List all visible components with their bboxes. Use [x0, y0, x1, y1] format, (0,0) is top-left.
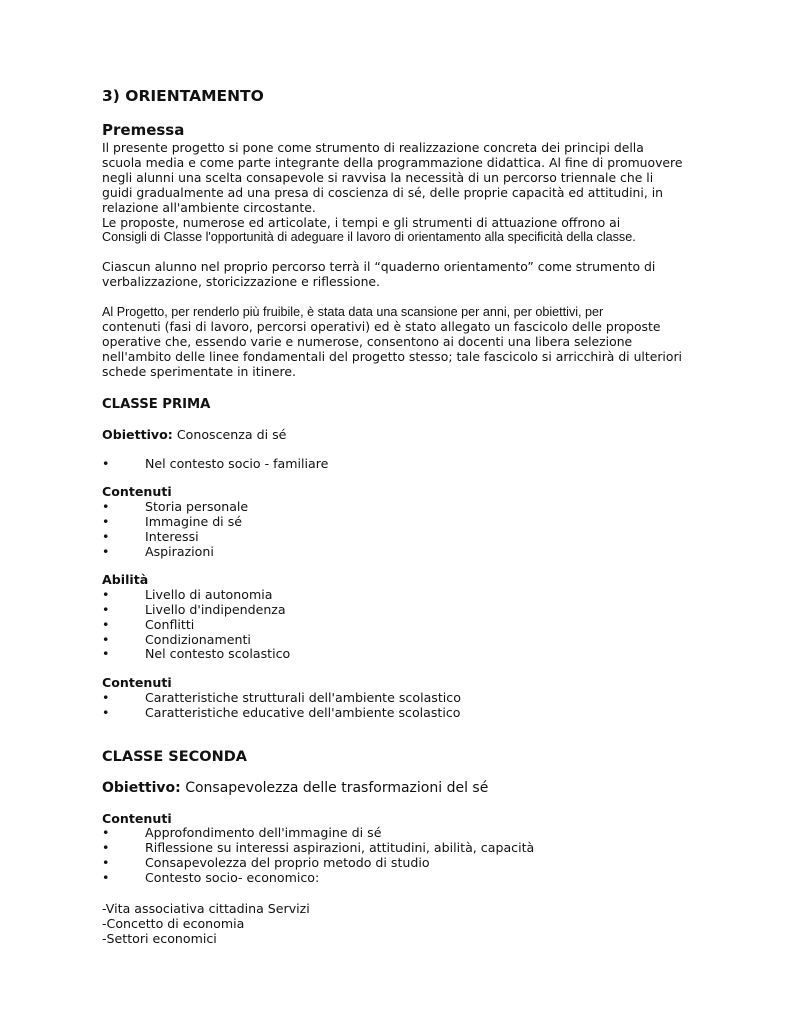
bullet-icon: •: [102, 690, 110, 706]
text-line: operative che, essendo varie e numerose, consentono ai docenti una libera selezione: [102, 333, 633, 349]
text-line: Il presente progetto si pone come strumento di realizzazione concreta dei principi della: [102, 140, 644, 155]
list-item: • Aspirazioni: [102, 543, 214, 559]
premessa-paragraph-1: [102, 141, 702, 245]
bullet-icon: •: [102, 514, 110, 530]
text-line: nell'ambito delle linee fondamentali del progetto stesso; tale fascicolo si arricchirà di ulteriori: [102, 348, 682, 364]
economia-lines: [102, 901, 702, 946]
objective-text: Consapevolezza delle trasformazioni del sé: [180, 779, 489, 796]
list-item: • Caratteristiche educative dell'ambiente scolastico: [102, 704, 461, 720]
bullet-icon: •: [102, 825, 110, 841]
contenuti-list: [102, 826, 702, 885]
list-item: • Consapevolezza del proprio metodo di studio: [102, 855, 430, 871]
text-line: Al Progetto, per renderlo più fruibile, è stata data una scansione per anni, per obiettivi, per: [102, 305, 604, 320]
text-line: negli alunni una scelta consapevole si ravvisa la necessità di un percorso triennale che li: [102, 169, 654, 185]
objective-text: Conoscenza di sé: [172, 426, 287, 442]
bullet-icon: •: [102, 869, 110, 885]
abilita-list: [102, 588, 702, 662]
contenuti-title: Contenuti: [102, 484, 172, 500]
list-item: • Caratteristiche strutturali dell'ambiente scolastico: [102, 690, 461, 706]
contenuti-list: [102, 691, 702, 721]
page-title: 3) ORIENTAMENTO: [102, 87, 264, 105]
classe-seconda-title: CLASSE SECONDA: [102, 748, 247, 765]
classe-seconda-objective: [102, 780, 702, 796]
bullet-icon: •: [102, 602, 110, 618]
premessa-paragraph-3: [102, 305, 702, 380]
bullet-icon: •: [102, 840, 110, 856]
bullet-icon: •: [102, 631, 110, 647]
list-item: • Livello d'indipendenza: [102, 602, 286, 618]
bullet-icon: •: [102, 499, 110, 515]
text-line: Consigli di Classe l'opportunità di adeguare il lavoro di orientamento alla specificità della classe.: [102, 230, 636, 245]
text-line: Le proposte, numerose ed articolate, i tempi e gli strumenti di attuazione offrono ai: [102, 214, 621, 230]
text-line: -Vita associativa cittadina Servizi: [102, 900, 310, 916]
bullet-icon: •: [102, 528, 110, 544]
bullet-icon: •: [102, 616, 110, 632]
text-line: verbalizzazione, storicizzazione e riflessione.: [102, 274, 380, 290]
text-line: Ciascun alunno nel proprio percorso terrà il “quaderno orientamento” come strumento di: [102, 259, 656, 275]
list-item: • Condizionamenti: [102, 631, 251, 647]
bullet-icon: •: [102, 587, 110, 603]
text-line: -Settori economici: [102, 930, 217, 946]
bullet-icon: •: [102, 855, 110, 871]
premessa-title: Premessa: [102, 121, 185, 139]
list-item: • Conflitti: [102, 616, 195, 632]
text-line: scuola media e come parte integrante della programmazione didattica. Al fine di promuovere: [102, 154, 683, 170]
objective-label: Obiettivo:: [102, 426, 173, 442]
classe-prima-title: CLASSE PRIMA: [102, 396, 211, 412]
bullet-icon: •: [102, 704, 110, 720]
text-line: schede sperimentate in itinere.: [102, 363, 296, 379]
classe-prima-objective: [102, 427, 702, 443]
bullet-icon: •: [102, 543, 110, 559]
text-line: contenuti (fasi di lavoro, percorsi operativi) ed è stato allegato un fascicolo delle proposte: [102, 319, 661, 335]
list-item: • Livello di autonomia: [102, 587, 273, 603]
list-item: • Immagine di sé: [102, 514, 242, 530]
list-item: • Riflessione su interessi aspirazioni, attitudini, abilità, capacità: [102, 840, 535, 856]
list-item: • Approfondimento dell'immagine di sé: [102, 825, 382, 841]
list-item: • Nel contesto socio - familiare: [102, 455, 329, 471]
list-item: • Interessi: [102, 528, 199, 544]
list-item: • Contesto socio- economico:: [102, 869, 320, 885]
premessa-paragraph-2: [102, 260, 702, 290]
list-item: • Storia personale: [102, 499, 249, 515]
text-line: guidi gradualmente ad una presa di coscienza di sé, delle proprie capacità ed attitudini, in: [102, 184, 664, 200]
abilita-title: Abilità: [102, 572, 149, 588]
contenuti-title: Contenuti: [102, 675, 172, 691]
text-line: relazione all'ambiente circostante.: [102, 199, 316, 215]
contenuti-title: Contenuti: [102, 810, 172, 826]
bullet-icon: •: [102, 646, 110, 662]
list-item: • Nel contesto scolastico: [102, 646, 291, 662]
document-page: [102, 86, 702, 946]
contenuti-list: [102, 500, 702, 559]
text-line: -Concetto di economia: [102, 915, 245, 931]
bullet-icon: •: [102, 455, 110, 471]
objective-label: Obiettivo:: [102, 779, 181, 796]
objective-list: [102, 457, 702, 472]
